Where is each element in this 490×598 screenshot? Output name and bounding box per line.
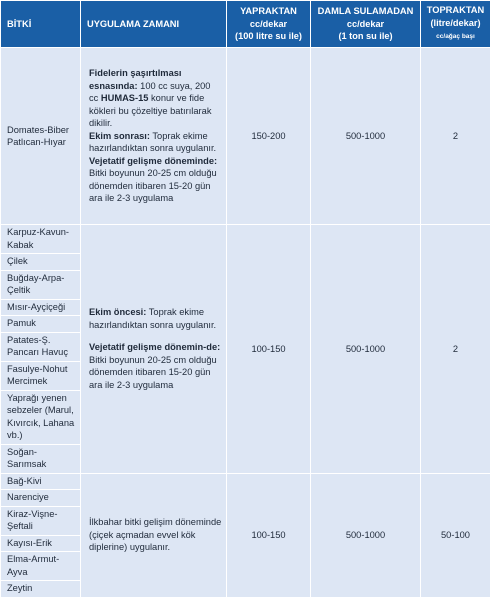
usage-label: Fidelerin şaşırtılması esnasında: <box>89 68 182 91</box>
plant-name: Fasulye-Nohut Mercimek <box>1 362 80 391</box>
plant-name: Narenciye <box>1 490 80 507</box>
header-soil-unit: (litre/dekar) <box>430 17 481 28</box>
plant-name: Bağ-Kivi <box>1 474 80 491</box>
usage-cell <box>81 473 227 597</box>
header-application-time: UYGULAMA ZAMANI <box>81 1 227 48</box>
plant-name: Elma-Armut- Ayva <box>1 552 80 581</box>
drip-dose: 500-1000 <box>311 473 421 597</box>
header-drip-note: (1 ton su ile) <box>338 31 393 42</box>
plant-name: Mısır-Ayçiçeği <box>1 300 80 317</box>
usage-cell <box>81 225 227 474</box>
plant-cell <box>1 225 81 474</box>
header-soil-note: cc/ağaç başı <box>436 33 475 41</box>
plant-name: Zeytin <box>7 583 33 593</box>
header-foliar-title: YAPRAKTAN <box>240 6 297 17</box>
usage-text: 100 cc suya, 200 cc <box>89 80 211 104</box>
header-plant: BİTKİ <box>1 1 81 48</box>
plant-cell <box>1 48 81 225</box>
header-drip-title: DAMLA SULAMADAN <box>317 6 414 17</box>
plant-name: Kayısı-Erik <box>1 536 80 553</box>
plant-name: Kiraz-Vişne- Şeftali <box>1 507 80 536</box>
plant-name: Domates-Biber Patlıcan-Hıyar <box>7 124 70 147</box>
plant-name: Soğan- Sarımsak <box>7 446 47 469</box>
foliar-dose: 100-150 <box>227 473 311 597</box>
product-name: HUMAS-15 <box>100 93 149 104</box>
plant-cell <box>1 473 81 597</box>
usage-text: Bitki boyunun 20-25 cm olduğu dönemden itibaren 15-20 gün ara ile 2-3 uygulama <box>89 354 217 390</box>
usage-label: Vejetatif gelişme döneminde: <box>89 155 218 166</box>
header-foliar-note: (100 litre su ile) <box>235 31 302 42</box>
plant-name: Karpuz-Kavun- Kabak <box>1 225 80 254</box>
plant-name: Patates-Ş. Pancarı Havuç <box>1 333 80 362</box>
header-soil <box>421 1 490 48</box>
usage-cell <box>81 48 227 225</box>
usage-text: Toprak ekime hazırlandıktan sonra uygulanır. <box>89 307 217 330</box>
header-drip-unit: cc/dekar <box>346 18 385 29</box>
header-foliar <box>227 1 311 48</box>
usage-text: Bitki boyunun 20-25 cm olduğu dönemden itibaren 15-20 gün ara ile 2-3 uygulama <box>89 168 217 204</box>
foliar-dose: 100-150 <box>227 225 311 474</box>
drip-dose: 500-1000 <box>311 225 421 474</box>
soil-dose: 2 <box>421 48 490 225</box>
plant-name: Çilek <box>1 254 80 271</box>
plant-name: Pamuk <box>1 316 80 333</box>
usage-label: Vejetatif gelişme dönemin-de: <box>89 342 221 353</box>
table-row <box>1 473 490 597</box>
plant-name: Yaprağı yenen sebzeler (Marul, Kıvırcık, Lahana vb.) <box>1 391 80 445</box>
header-drip <box>311 1 421 48</box>
usage-label: Ekim sonrası: <box>89 130 150 141</box>
usage-text: konur ve fide kökleri bu çözeltiye batırılarak dikilir. <box>89 93 212 129</box>
soil-dose: 2 <box>421 225 490 474</box>
header-soil-title: TOPRAKTAN <box>426 5 485 16</box>
foliar-dose: 150-200 <box>227 48 311 225</box>
soil-dose: 50-100 <box>421 473 490 597</box>
usage-label: Ekim öncesi: <box>89 307 147 318</box>
plant-name: Buğday-Arpa- Çeltik <box>1 271 80 300</box>
table-header <box>1 1 490 48</box>
usage-text: Toprak ekime hazırlandıktan sonra uygulanır. <box>89 130 217 154</box>
drip-dose: 500-1000 <box>311 48 421 225</box>
table-row <box>1 225 490 474</box>
header-foliar-unit: cc/dekar <box>249 18 288 29</box>
table-row <box>1 48 490 225</box>
usage-text: İlkbahar bitki gelişim döneminde (çiçek açmadan evvel kök diplerine) uygulanır. <box>89 517 222 553</box>
